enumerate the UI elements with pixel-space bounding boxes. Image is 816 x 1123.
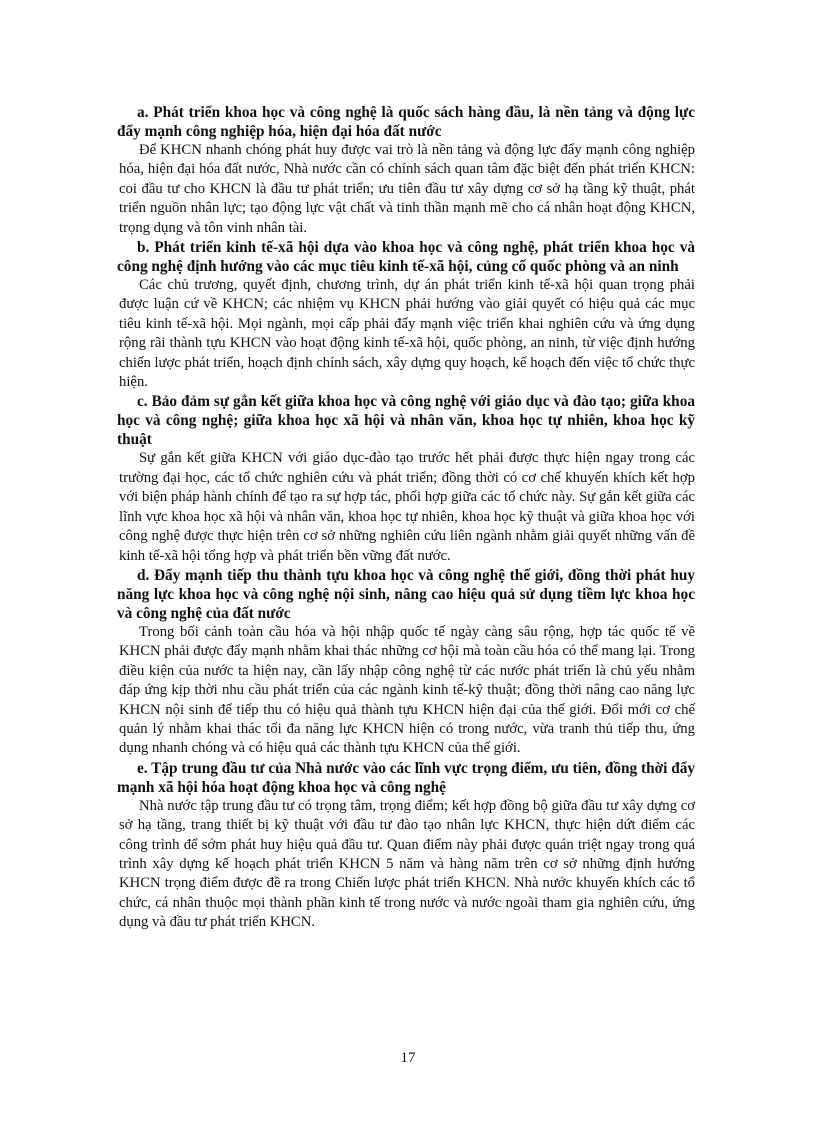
document-page: [117, 103, 695, 933]
page-number: 17: [400, 1050, 416, 1066]
section-d: [117, 566, 695, 759]
section-a: [117, 103, 695, 238]
section-body: Nhà nước tập trung đầu tư có trọng tâm, trọng điểm; kết hợp đồng bộ giữa đầu tư xây dựng cơ sở hạ tầng, trang thiết bị kỹ thuật với đầu tư đào tạo nhân lực KHCN, thực hiện dứt điểm các công trình để sớm phát huy hiệu quả đầu tư. Quan điểm này phải được quán triệt ngay trong quá trình xây dựng kế hoạch phát triển KHCN 5 năm và hàng năm trên cơ sở những định hướng KHCN trọng điểm được đề ra trong Chiến lược phát triển KHCN. Nhà nước khuyến khích các tổ chức, cá nhân thuộc mọi thành phần kinh tế trong nước và nước ngoài tham gia nghiên cứu, ứng dụng và đầu tư phát triển KHCN.: [119, 797, 695, 931]
section-heading: e. Tập trung đầu tư của Nhà nước vào các lĩnh vực trọng điểm, ưu tiên, đồng thời đẩy mạnh xã hội hóa hoạt động khoa học và công nghệ: [117, 759, 695, 796]
section-body: Trong bối cảnh toàn cầu hóa và hội nhập quốc tế ngày càng sâu rộng, hợp tác quốc tế về KHCN phải được đẩy mạnh nhằm khai thác những cơ hội mà toàn cầu hóa có thể mang lại. Trong điều kiện của nước ta hiện nay, cần lấy nhập công nghệ từ các nước phát triển là chủ yếu nhằm đáp ứng kịp thời nhu cầu phát triển của các ngành kinh tế-kỹ thuật; đồng thời nâng cao năng lực KHCN nội sinh để tiếp thu có hiệu quả thành tựu KHCN hiện đại của thế giới. Đổi mới cơ chế quản lý nhằm khai thác tối đa năng lực KHCN hiện có trong nước, vừa tranh thủ tiếp thu, ứng dụng nhanh chóng và có hiệu quả các thành tựu KHCN của thế giới.: [119, 623, 695, 757]
section-c: [117, 392, 695, 565]
section-b: [117, 238, 695, 392]
section-heading: a. Phát triển khoa học và công nghệ là quốc sách hàng đầu, là nền tảng và động lực đẩy mạnh công nghiệp hóa, hiện đại hóa đất nước: [117, 104, 695, 140]
section-body: Sự gắn kết giữa KHCN với giáo dục-đào tạo trước hết phải được thực hiện ngay trong các trường đại học, các tổ chức nghiên cứu và phát triển; đồng thời có cơ chế khuyến khích kết hợp với biện pháp hành chính để tạo ra sự hợp tác, phối hợp giữa các tổ chức này. Sự gắn kết giữa các lĩnh vực khoa học xã hội và nhân văn, khoa học tự nhiên, khoa học kỹ thuật và giữa khoa học với công nghệ được thực hiện trên cơ sở những nghiên cứu liên ngành nhằm giải quyết những vấn đề kinh tế-xã hội tổng hợp và phát triển bền vững đất nước.: [119, 450, 695, 564]
section-body: Các chủ trương, quyết định, chương trình, dự án phát triển kinh tế-xã hội quan trọng phải được luận cứ về KHCN; các nhiệm vụ KHCN phải hướng vào giải quyết có hiệu quả các mục tiêu kinh tế-xã hội. Mọi ngành, mọi cấp phải đẩy mạnh việc triển khai nghiên cứu và ứng dụng rộng rãi thành tựu KHCN vào hoạt động kinh tế-xã hội, quốc phòng, an ninh, từ việc định hướng chiến lược phát triển, hoạch định chính sách, xây dựng quy hoạch, kế hoạch đến việc tổ chức thực hiện.: [119, 277, 695, 391]
section-heading: c. Bảo đảm sự gắn kết giữa khoa học và công nghệ với giáo dục và đào tạo; giữa khoa học và công nghệ; giữa khoa học xã hội và nhân văn, khoa học tự nhiên, khoa học kỹ thuật: [117, 393, 695, 449]
section-heading: d. Đẩy mạnh tiếp thu thành tựu khoa học và công nghệ thế giới, đồng thời phát huy năng lực khoa học và công nghệ nội sinh, nâng cao hiệu quả sử dụng tiềm lực khoa học và công nghệ của đất nước: [117, 566, 695, 622]
section-e: [117, 759, 695, 933]
section-body: Để KHCN nhanh chóng phát huy được vai trò là nền tảng và động lực đẩy mạnh công nghiệp hóa, hiện đại hóa đất nước, Nhà nước cần có chính sách quan tâm đặc biệt đến phát triển KHCN: coi đầu tư cho KHCN là đầu tư phát triển; ưu tiên đầu tư xây dựng cơ sở hạ tầng kỹ thuật, phát triển nguồn nhân lực; tạo động lực vật chất và tinh thần mạnh mẽ cho cá nhân hoạt động KHCN, trọng dụng và tôn vinh nhân tài.: [119, 142, 695, 236]
section-heading: b. Phát triển kinh tế-xã hội dựa vào khoa học và công nghệ, phát triển khoa học và công nghệ định hướng vào các mục tiêu kinh tế-xã hội, củng cố quốc phòng và an ninh: [117, 239, 695, 276]
